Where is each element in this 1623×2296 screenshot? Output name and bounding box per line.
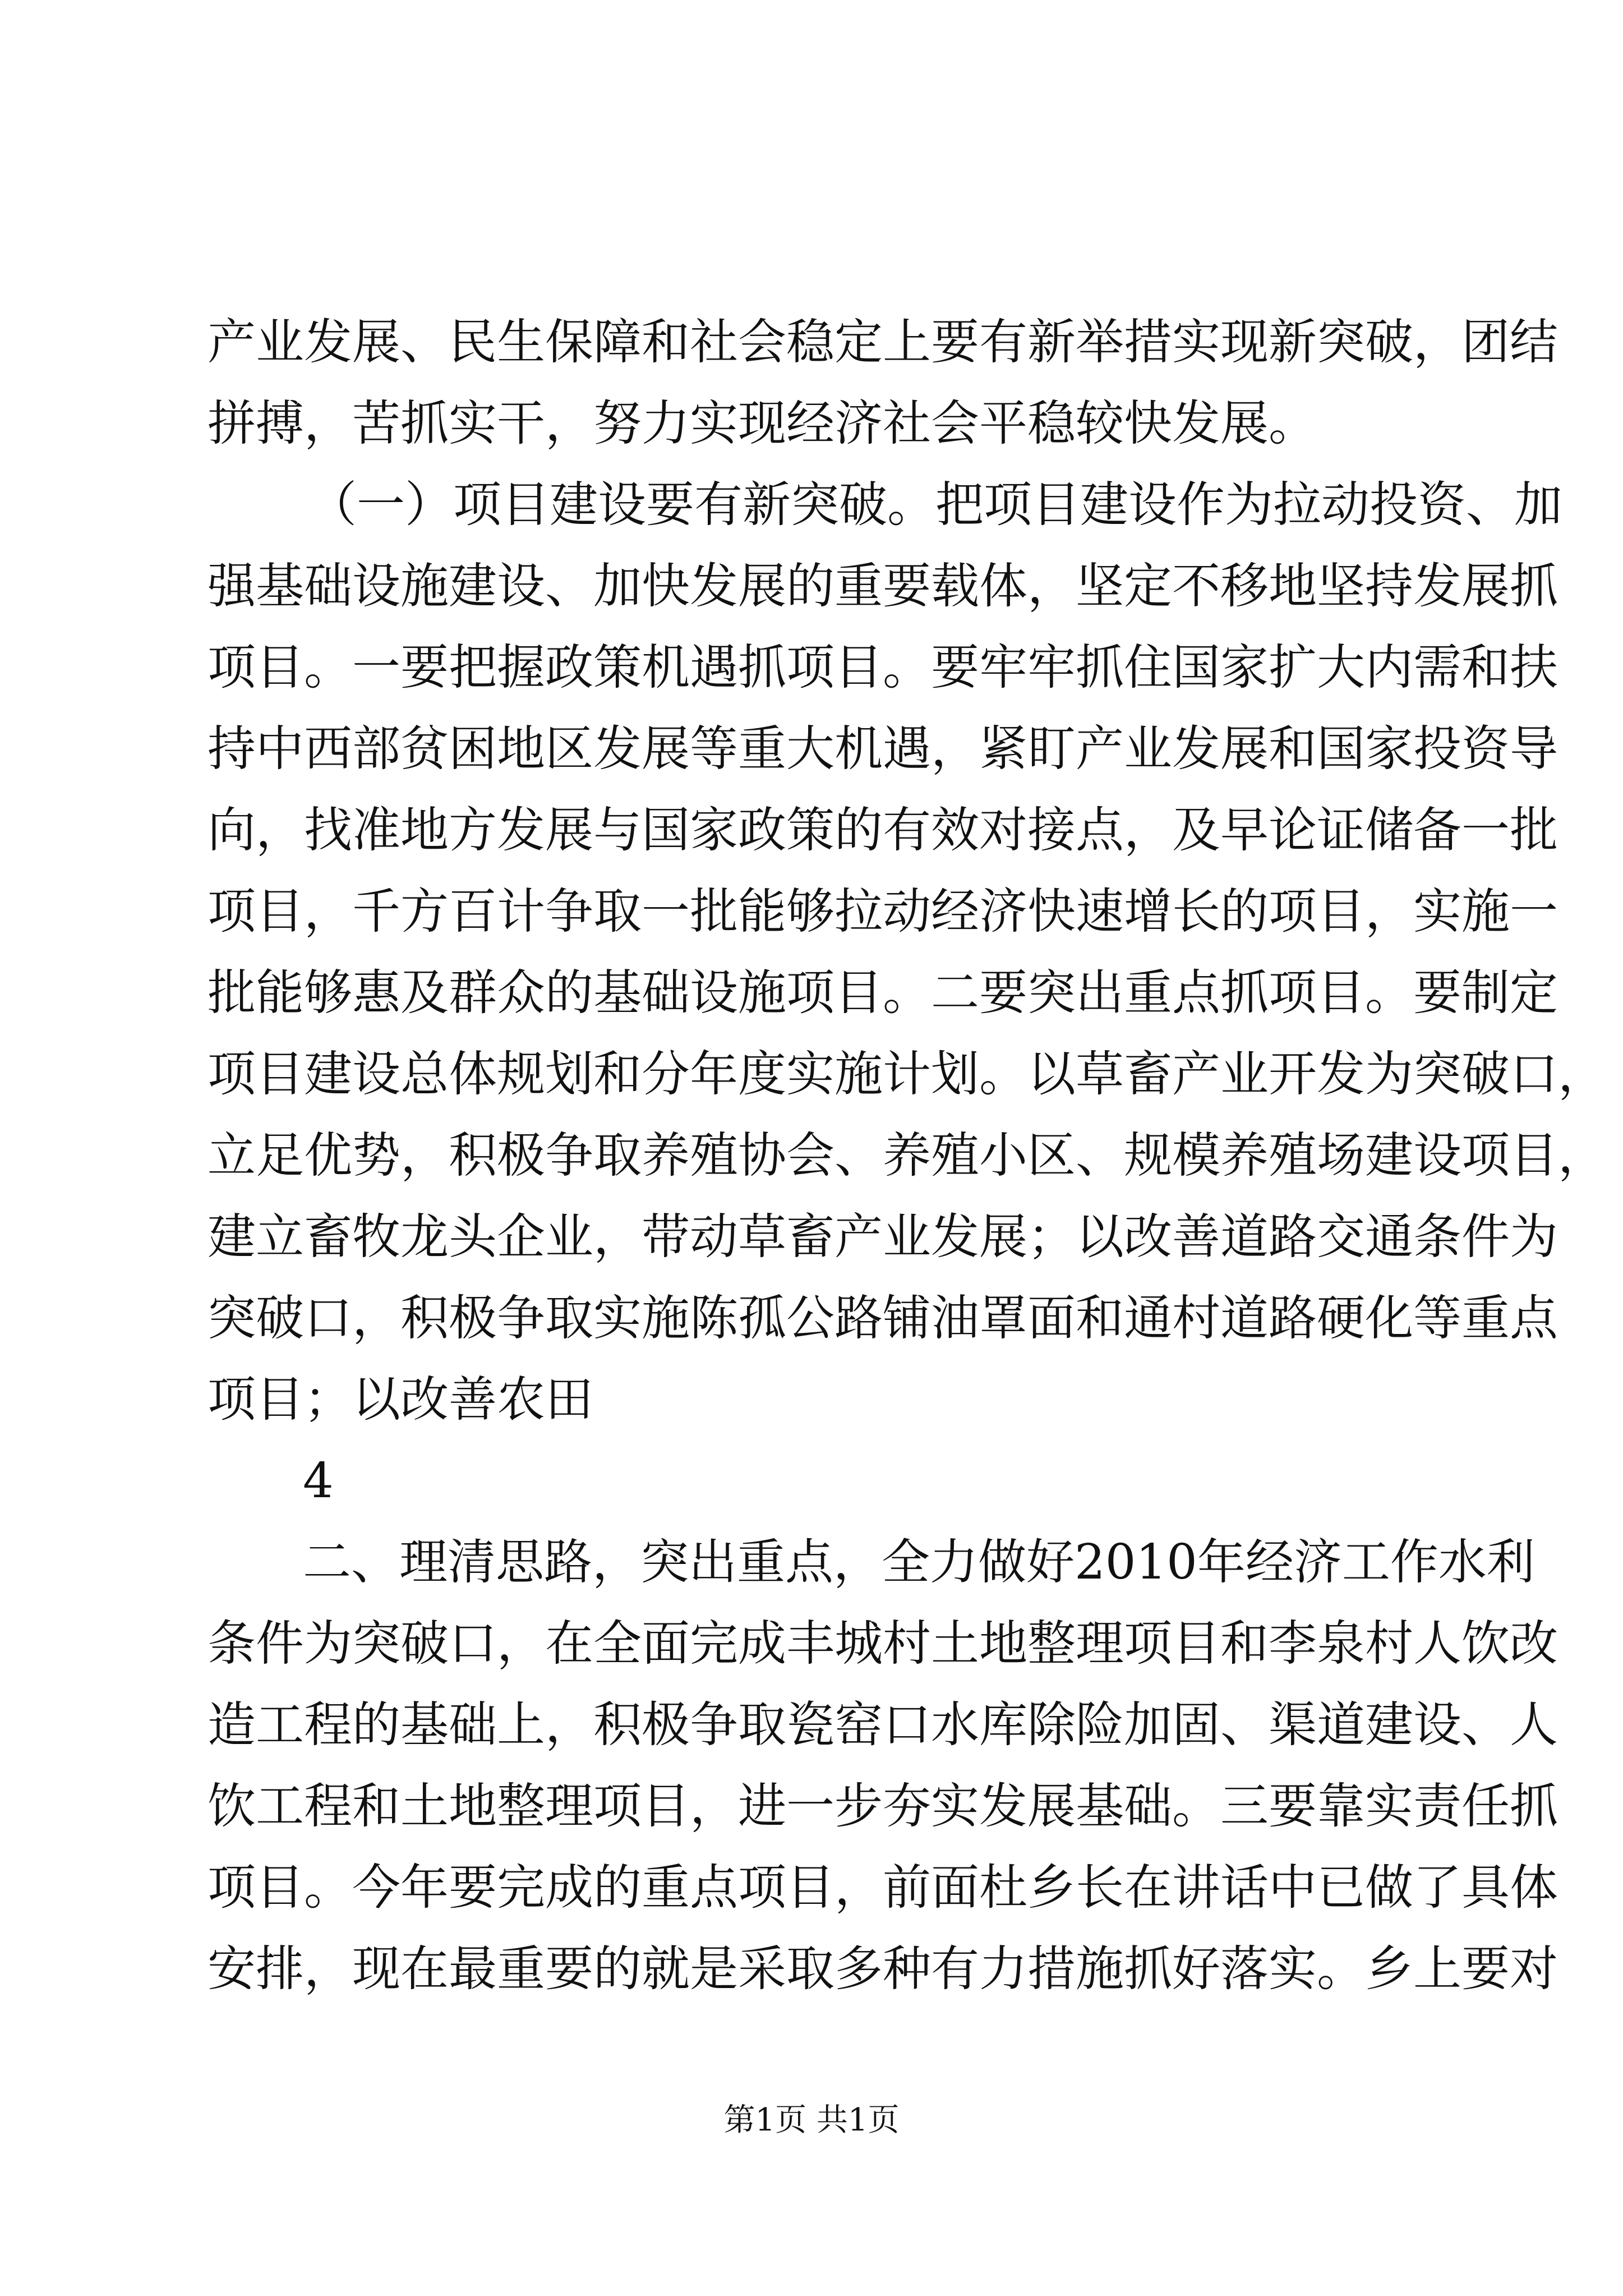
page-footer: 第1页 共1页 bbox=[723, 2102, 900, 2138]
section-heading-line: 二、理清思路，突出重点，全力做好2010年经济工作水利 bbox=[303, 1534, 1535, 1590]
text-line: 建立畜牧龙头企业，带动草畜产业发展；以改善道路交通条件为 bbox=[208, 1209, 1558, 1265]
text-line: 条件为突破口，在全面完成丰城村土地整理项目和李泉村人饮改 bbox=[208, 1616, 1558, 1672]
text-line: 项目建设总体规划和分年度实施计划。以草畜产业开发为突破口， bbox=[208, 1046, 1606, 1102]
text-line: （一）项目建设要有新突破。把项目建设作为拉动投资、加 bbox=[308, 477, 1562, 533]
text-line: 造工程的基础上，积极争取瓷窑口水库除险加固、渠道建设、人 bbox=[208, 1697, 1558, 1753]
text-line: 强基础设施建设、加快发展的重要载体，坚定不移地坚持发展抓 bbox=[208, 558, 1558, 614]
text-line: 突破口，积极争取实施陈孤公路铺油罩面和通村道路硬化等重点 bbox=[208, 1290, 1558, 1346]
text-line: 安排，现在最重要的就是采取多种有力措施抓好落实。乡上要对 bbox=[208, 1941, 1558, 1997]
text-line: 项目；以改善农田 bbox=[208, 1372, 593, 1428]
page-number-text: 4 bbox=[303, 1453, 334, 1509]
text-line: 产业发展、民生保障和社会稳定上要有新举措实现新突破，团结 bbox=[208, 314, 1558, 370]
text-line: 拼搏，苦抓实干，努力实现经济社会平稳较快发展。 bbox=[208, 395, 1317, 452]
text-line: 立足优势，积极争取养殖协会、养殖小区、规模养殖场建设项目， bbox=[208, 1128, 1606, 1184]
text-line: 项目，千方百计争取一批能够拉动经济快速增长的项目，实施一 bbox=[208, 884, 1558, 940]
text-line: 项目。一要把握政策机遇抓项目。要牢牢抓住国家扩大内需和扶 bbox=[208, 639, 1558, 696]
text-line: 批能够惠及群众的基础设施项目。二要突出重点抓项目。要制定 bbox=[208, 965, 1558, 1021]
text-line: 向，找准地方发展与国家政策的有效对接点，及早论证储备一批 bbox=[208, 802, 1558, 858]
text-line: 饮工程和土地整理项目，进一步夯实发展基础。三要靠实责任抓 bbox=[208, 1778, 1558, 1834]
text-line: 持中西部贫困地区发展等重大机遇，紧盯产业发展和国家投资导 bbox=[208, 721, 1558, 777]
text-line: 项目。今年要完成的重点项目，前面杜乡长在讲话中已做了具体 bbox=[208, 1860, 1558, 1916]
